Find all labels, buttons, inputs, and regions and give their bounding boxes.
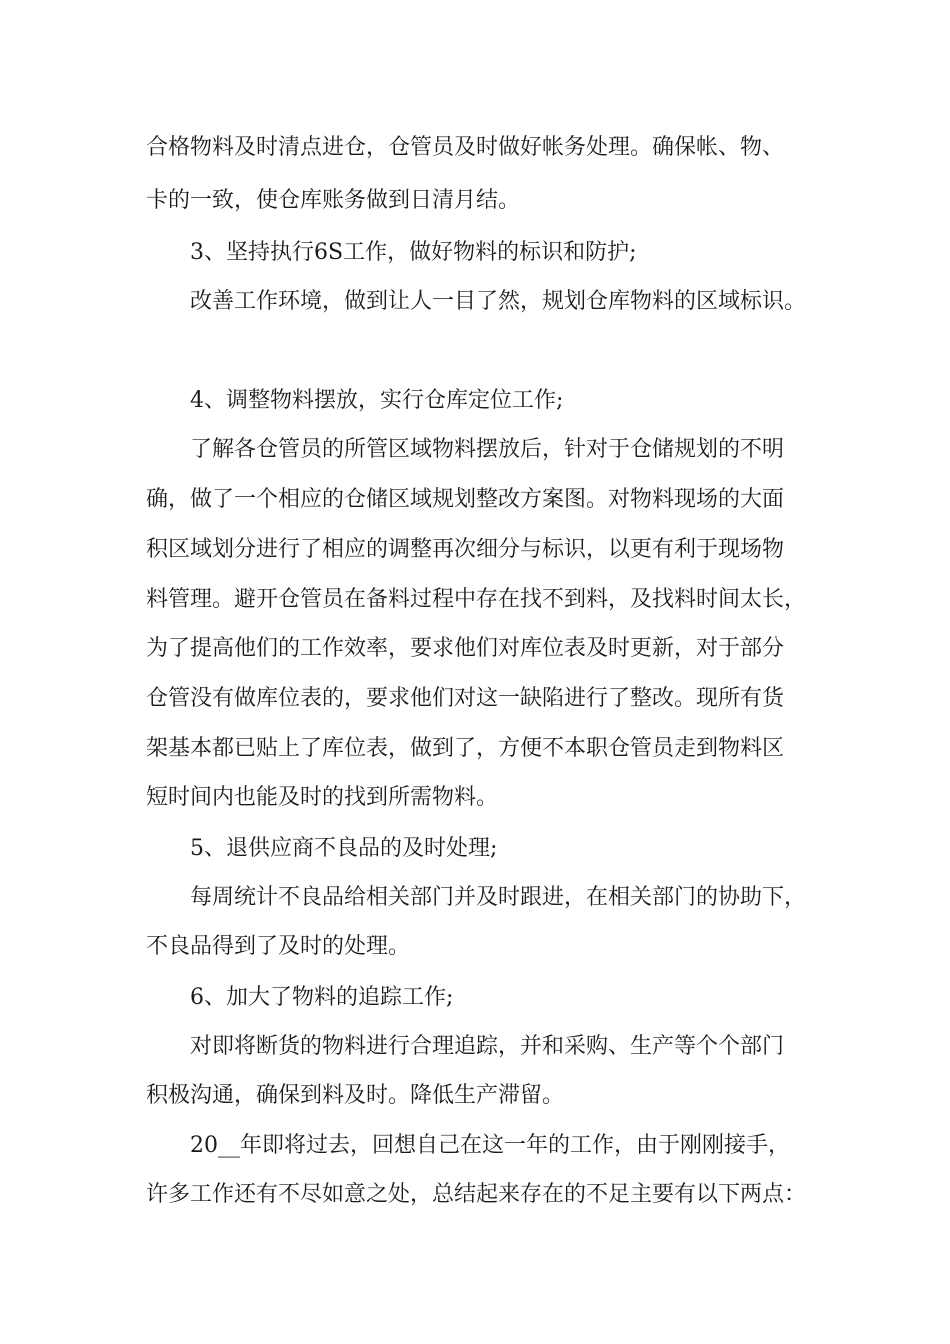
text-line: 20__年即将过去，回想自己在这一年的工作，由于刚刚接手， <box>190 1133 790 1158</box>
text-line: 积区域划分进行了相应的调整再次细分与标识，以更有利于现场物 <box>146 537 785 562</box>
text-line: 架基本都已贴上了库位表，做到了，方便不本职仓管员走到物料区 <box>146 736 785 761</box>
text-line: 对即将断货的物料进行合理追踪，并和采购、生产等个个部门 <box>190 1034 785 1059</box>
section-heading: 5、退供应商不良品的及时处理; <box>190 836 498 861</box>
text-line: 积极沟通，确保到料及时。降低生产滞留。 <box>146 1083 565 1108</box>
text-line: 仓管没有做库位表的，要求他们对这一缺陷进行了整改。现所有货 <box>146 686 785 711</box>
text-line: 卡的一致，使仓库账务做到日清月结。 <box>146 188 521 213</box>
text-line: 确，做了一个相应的仓储区域规划整改方案图。对物料现场的大面 <box>146 487 785 512</box>
section-heading: 4、调整物料摆放，实行仓库定位工作; <box>190 388 564 413</box>
text-line: 合格物料及时清点进仓，仓管员及时做好帐务处理。确保帐、物、 <box>146 135 785 160</box>
text-line: 改善工作环境，做到让人一目了然，规划仓库物料的区域标识。 <box>190 289 807 314</box>
text-line: 为了提高他们的工作效率，要求他们对库位表及时更新，对于部分 <box>146 636 785 661</box>
text-line: 许多工作还有不尽如意之处，总结起来存在的不足主要有以下两点： <box>146 1182 807 1207</box>
text-line: 每周统计不良品给相关部门并及时跟进，在相关部门的协助下， <box>190 885 807 910</box>
text-line: 了解各仓管员的所管区域物料摆放后，针对于仓储规划的不明 <box>190 437 785 462</box>
text-line: 短时间内也能及时的找到所需物料。 <box>146 785 499 810</box>
section-heading: 3、坚持执行6S工作，做好物料的标识和防护; <box>190 240 637 265</box>
text-line: 料管理。避开仓管员在备料过程中存在找不到料，及找料时间太长， <box>146 587 807 612</box>
section-heading: 6、加大了物料的追踪工作; <box>190 985 454 1010</box>
text-line: 不良品得到了及时的处理。 <box>146 934 411 959</box>
